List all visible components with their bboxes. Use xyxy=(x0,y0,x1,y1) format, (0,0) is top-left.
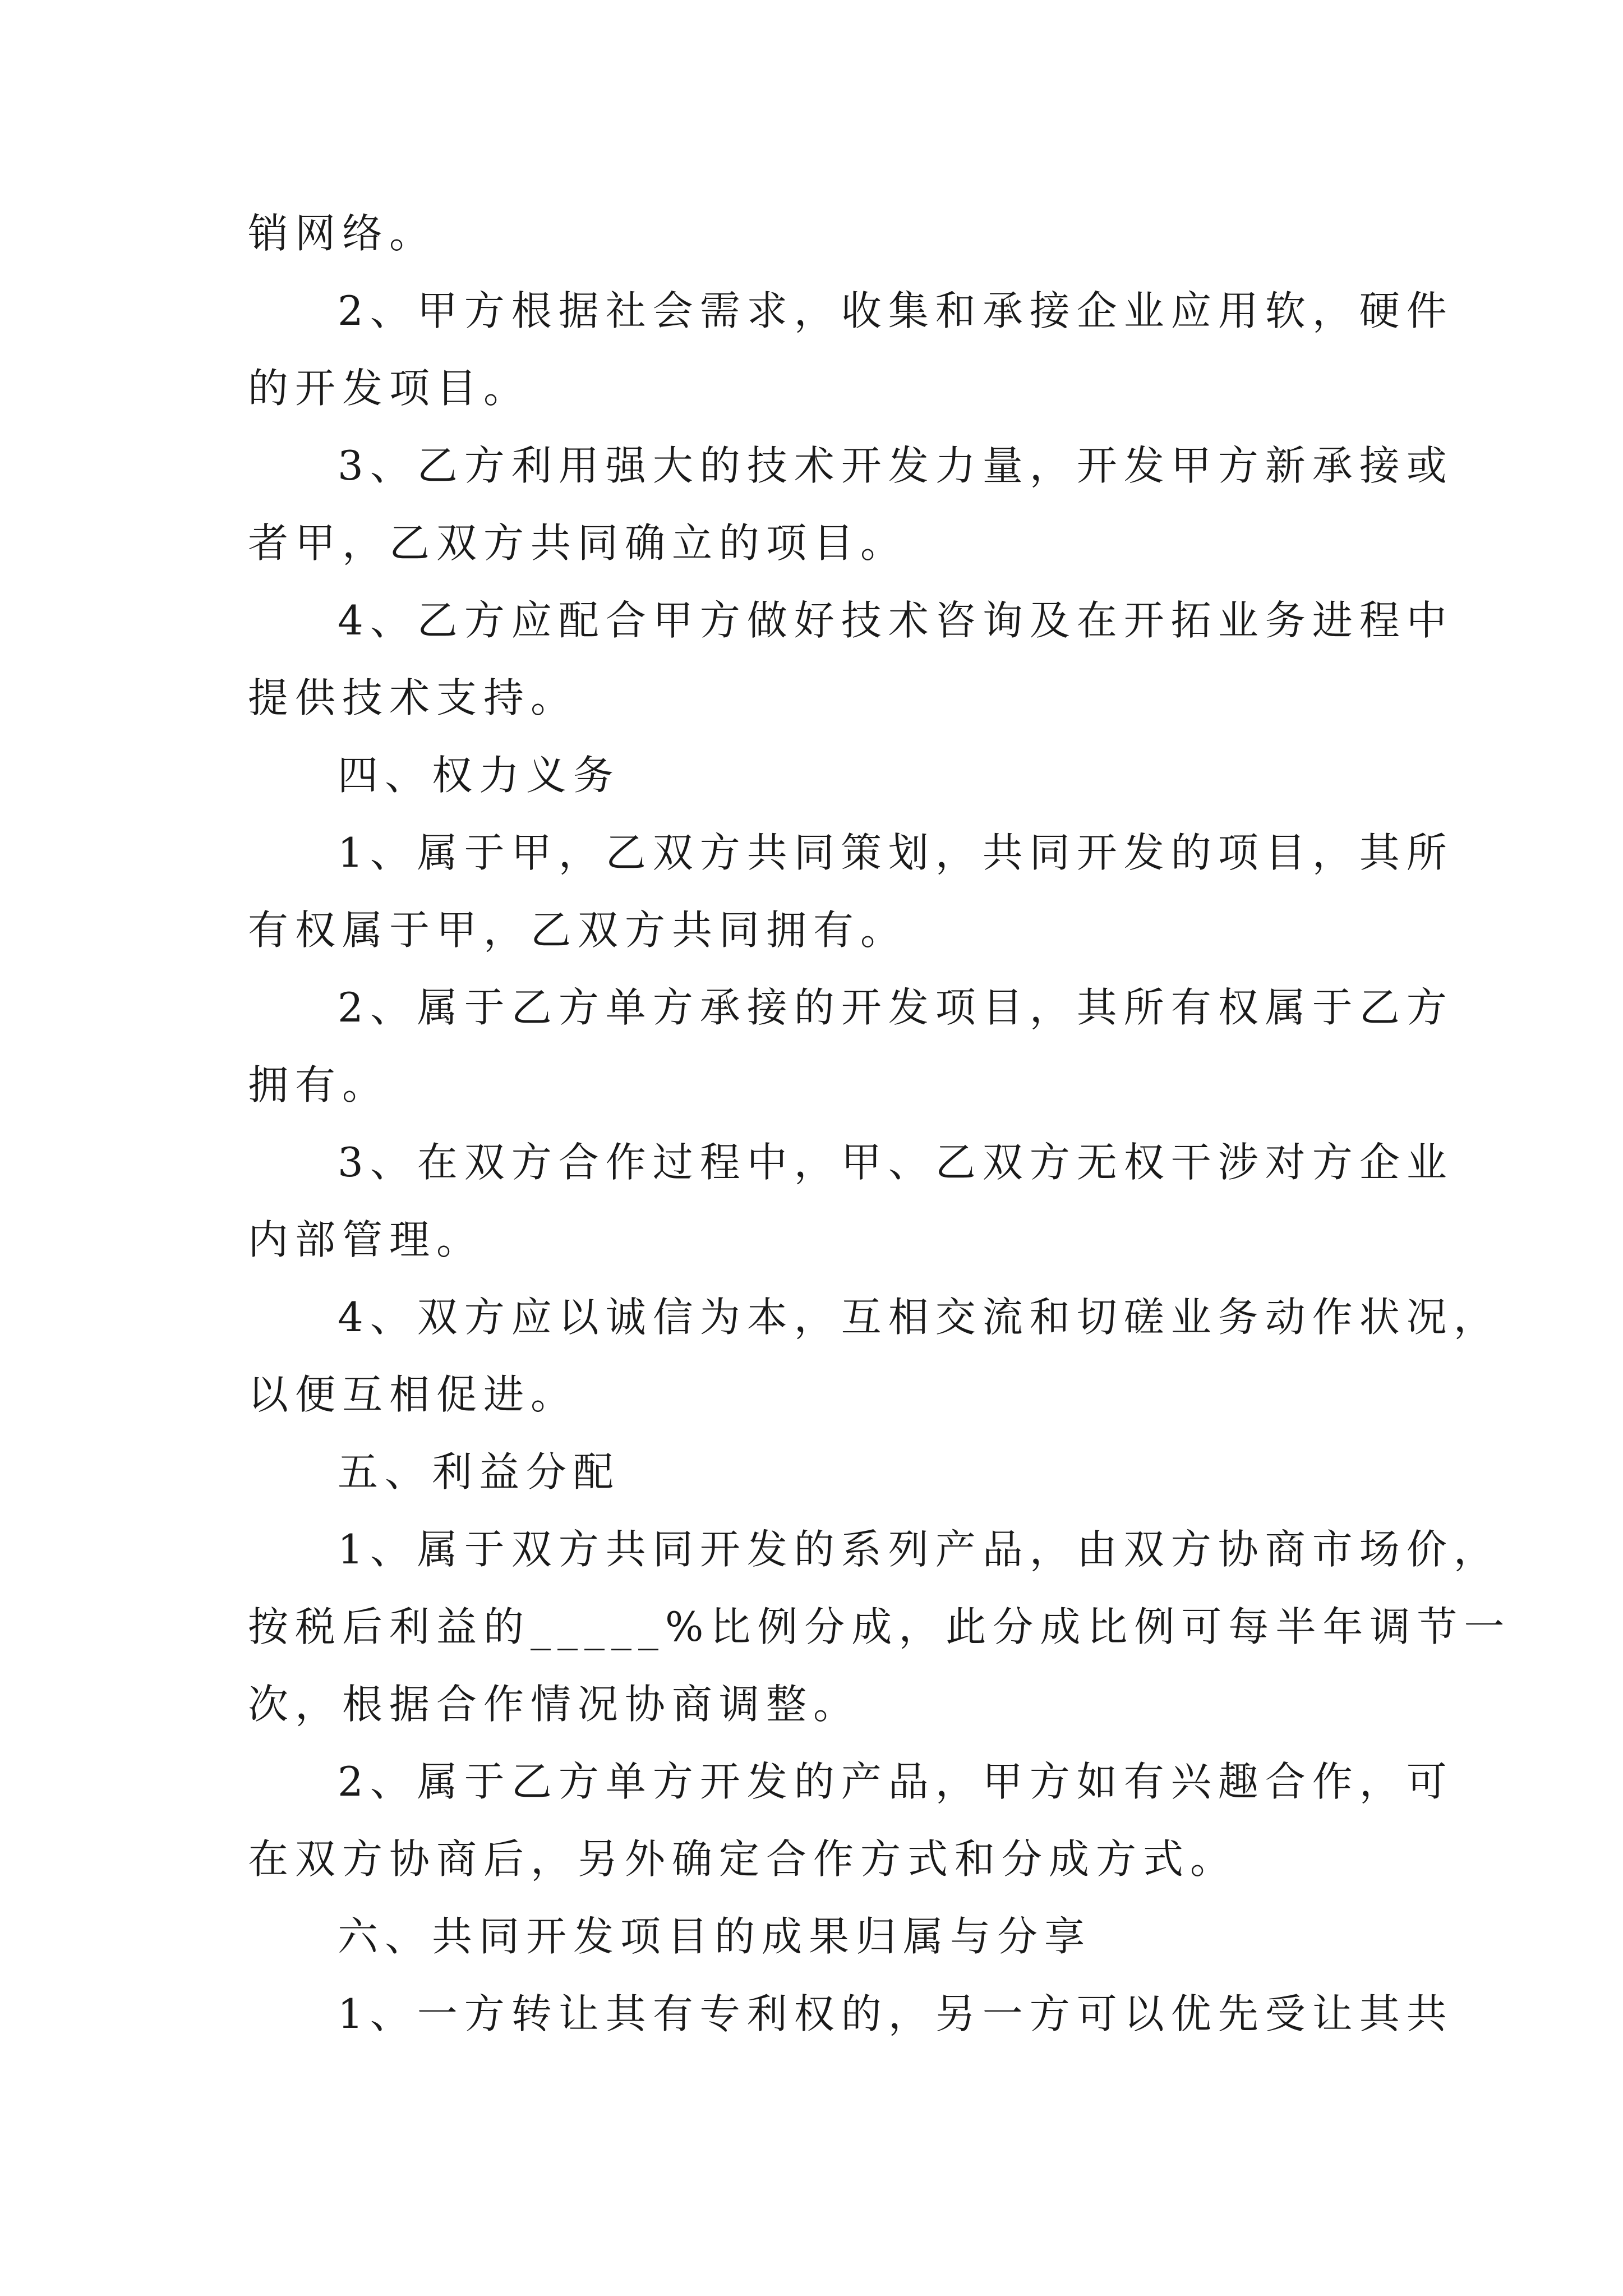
text-line: 按税后利益的_____%比例分成，此分成比例可每半年调节一 xyxy=(248,1603,1511,1650)
section-heading: 五、利益分配 xyxy=(338,1448,621,1496)
text-line: 次，根据合作情况协商调整。 xyxy=(248,1681,861,1728)
text-line: 拥有。 xyxy=(248,1061,390,1108)
text-line: 3、在双方合作过程中，甲、乙双方无权干涉对方企业 xyxy=(338,1139,1454,1186)
text-line: 2、甲方根据社会需求，收集和承接企业应用软，硬件 xyxy=(338,287,1454,334)
text-line: 以便互相促进。 xyxy=(248,1371,578,1418)
section-heading: 四、权力义务 xyxy=(338,752,621,799)
text-line: 的开发项目。 xyxy=(248,365,531,412)
text-line: 提供技术支持。 xyxy=(248,674,578,721)
text-line: 4、双方应以诚信为本，互相交流和切磋业务动作状况， xyxy=(338,1294,1501,1341)
text-line: 2、属于乙方单方开发的产品，甲方如有兴趣合作，可 xyxy=(338,1758,1454,1805)
text-line: 内部管理。 xyxy=(248,1216,484,1263)
text-line: 1、一方转让其有专利权的，另一方可以优先受让其共 xyxy=(338,1990,1454,2037)
text-line: 4、乙方应配合甲方做好技术咨询及在开拓业务进程中 xyxy=(338,597,1454,644)
text-line: 有权属于甲，乙双方共同拥有。 xyxy=(248,907,908,954)
text-line: 3、乙方利用强大的技术开发力量，开发甲方新承接或 xyxy=(338,442,1454,489)
section-heading: 六、共同开发项目的成果归属与分享 xyxy=(338,1913,1092,1960)
text-line: 1、属于甲，乙双方共同策划，共同开发的项目，其所 xyxy=(338,829,1454,876)
text-line: 在双方协商后，另外确定合作方式和分成方式。 xyxy=(248,1835,1238,1883)
text-line: 销网络。 xyxy=(248,210,437,257)
text-line: 2、属于乙方单方承接的开发项目，其所有权属于乙方 xyxy=(338,984,1454,1031)
text-line: 1、属于双方共同开发的系列产品，由双方协商市场价， xyxy=(338,1526,1501,1573)
text-line: 者甲，乙双方共同确立的项目。 xyxy=(248,519,908,567)
